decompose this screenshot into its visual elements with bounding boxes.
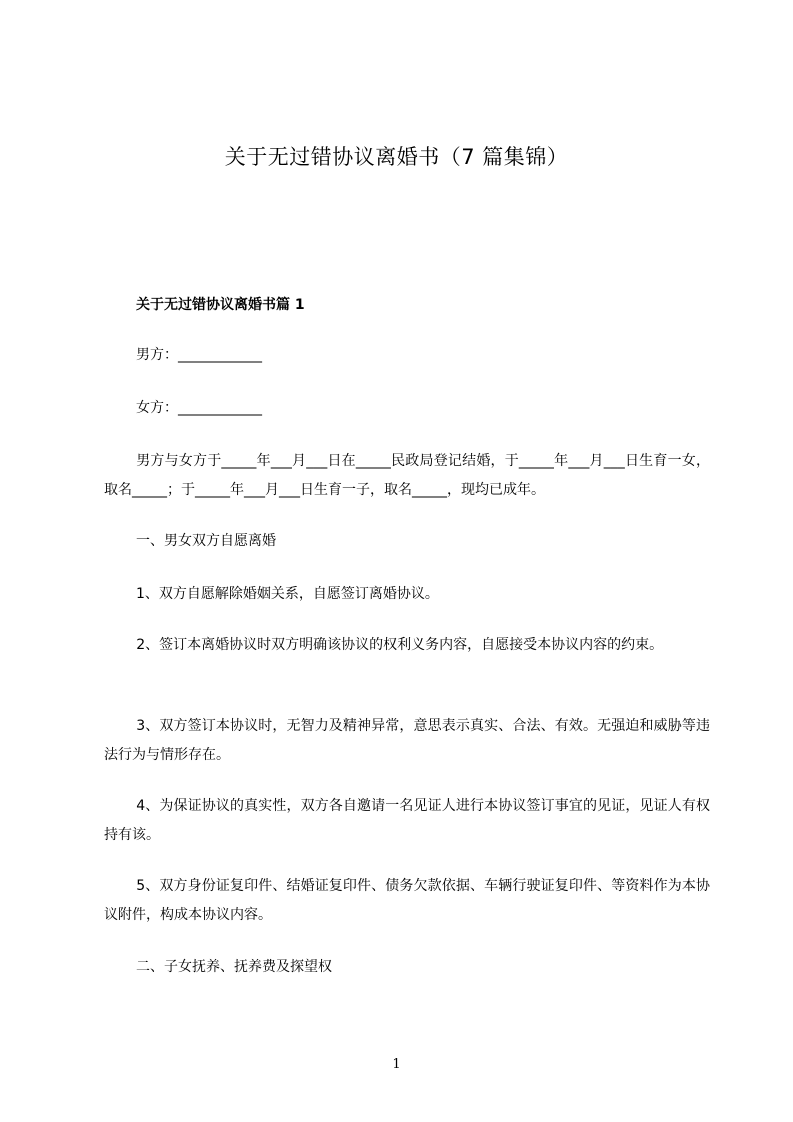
page-number: 1 xyxy=(392,1057,401,1072)
clause-1-item: 1、双方自愿解除婚姻关系，自愿签订离婚协议。 xyxy=(136,586,439,602)
clause-2-heading: 二、子女抚养、抚养费及探望权 xyxy=(136,959,332,975)
section-heading: 关于无过错协议离婚书篇 1 xyxy=(136,297,305,313)
document-title: 关于无过错协议离婚书（7 篇集锦） xyxy=(224,145,569,169)
clause-1-item: 2、签订本离婚协议时双方明确该协议的权利义务内容，自愿接受本协议内容的约束。 xyxy=(136,637,664,653)
clause-1-item: 4、为保证协议的真实性，双方各自邀请一名见证人进行本协议签订事宜的见证，见证人有权持有该。 xyxy=(104,798,710,843)
female-party-line: 女方：____________ xyxy=(136,400,262,416)
marriage-info-paragraph: 男方与女方于_____年___月___日在_____民政局登记结婚，于_____年___月___日生育一女，取名_____；于_____年___月___日生育一子，取名_____，现均已成年。 xyxy=(104,453,710,498)
clause-1-item: 5、双方身份证复印件、结婚证复印件、债务欠款依据、车辆行驶证复印件、等资料作为本协议附件，构成本协议内容。 xyxy=(104,878,710,923)
clause-1-item: 3、双方签订本协议时，无智力及精神异常，意思表示真实、合法、有效。无强迫和威胁等违法行为与情形存在。 xyxy=(104,718,710,763)
clause-1-heading: 一、男女双方自愿离婚 xyxy=(136,533,276,549)
male-party-line: 男方：____________ xyxy=(136,347,262,363)
